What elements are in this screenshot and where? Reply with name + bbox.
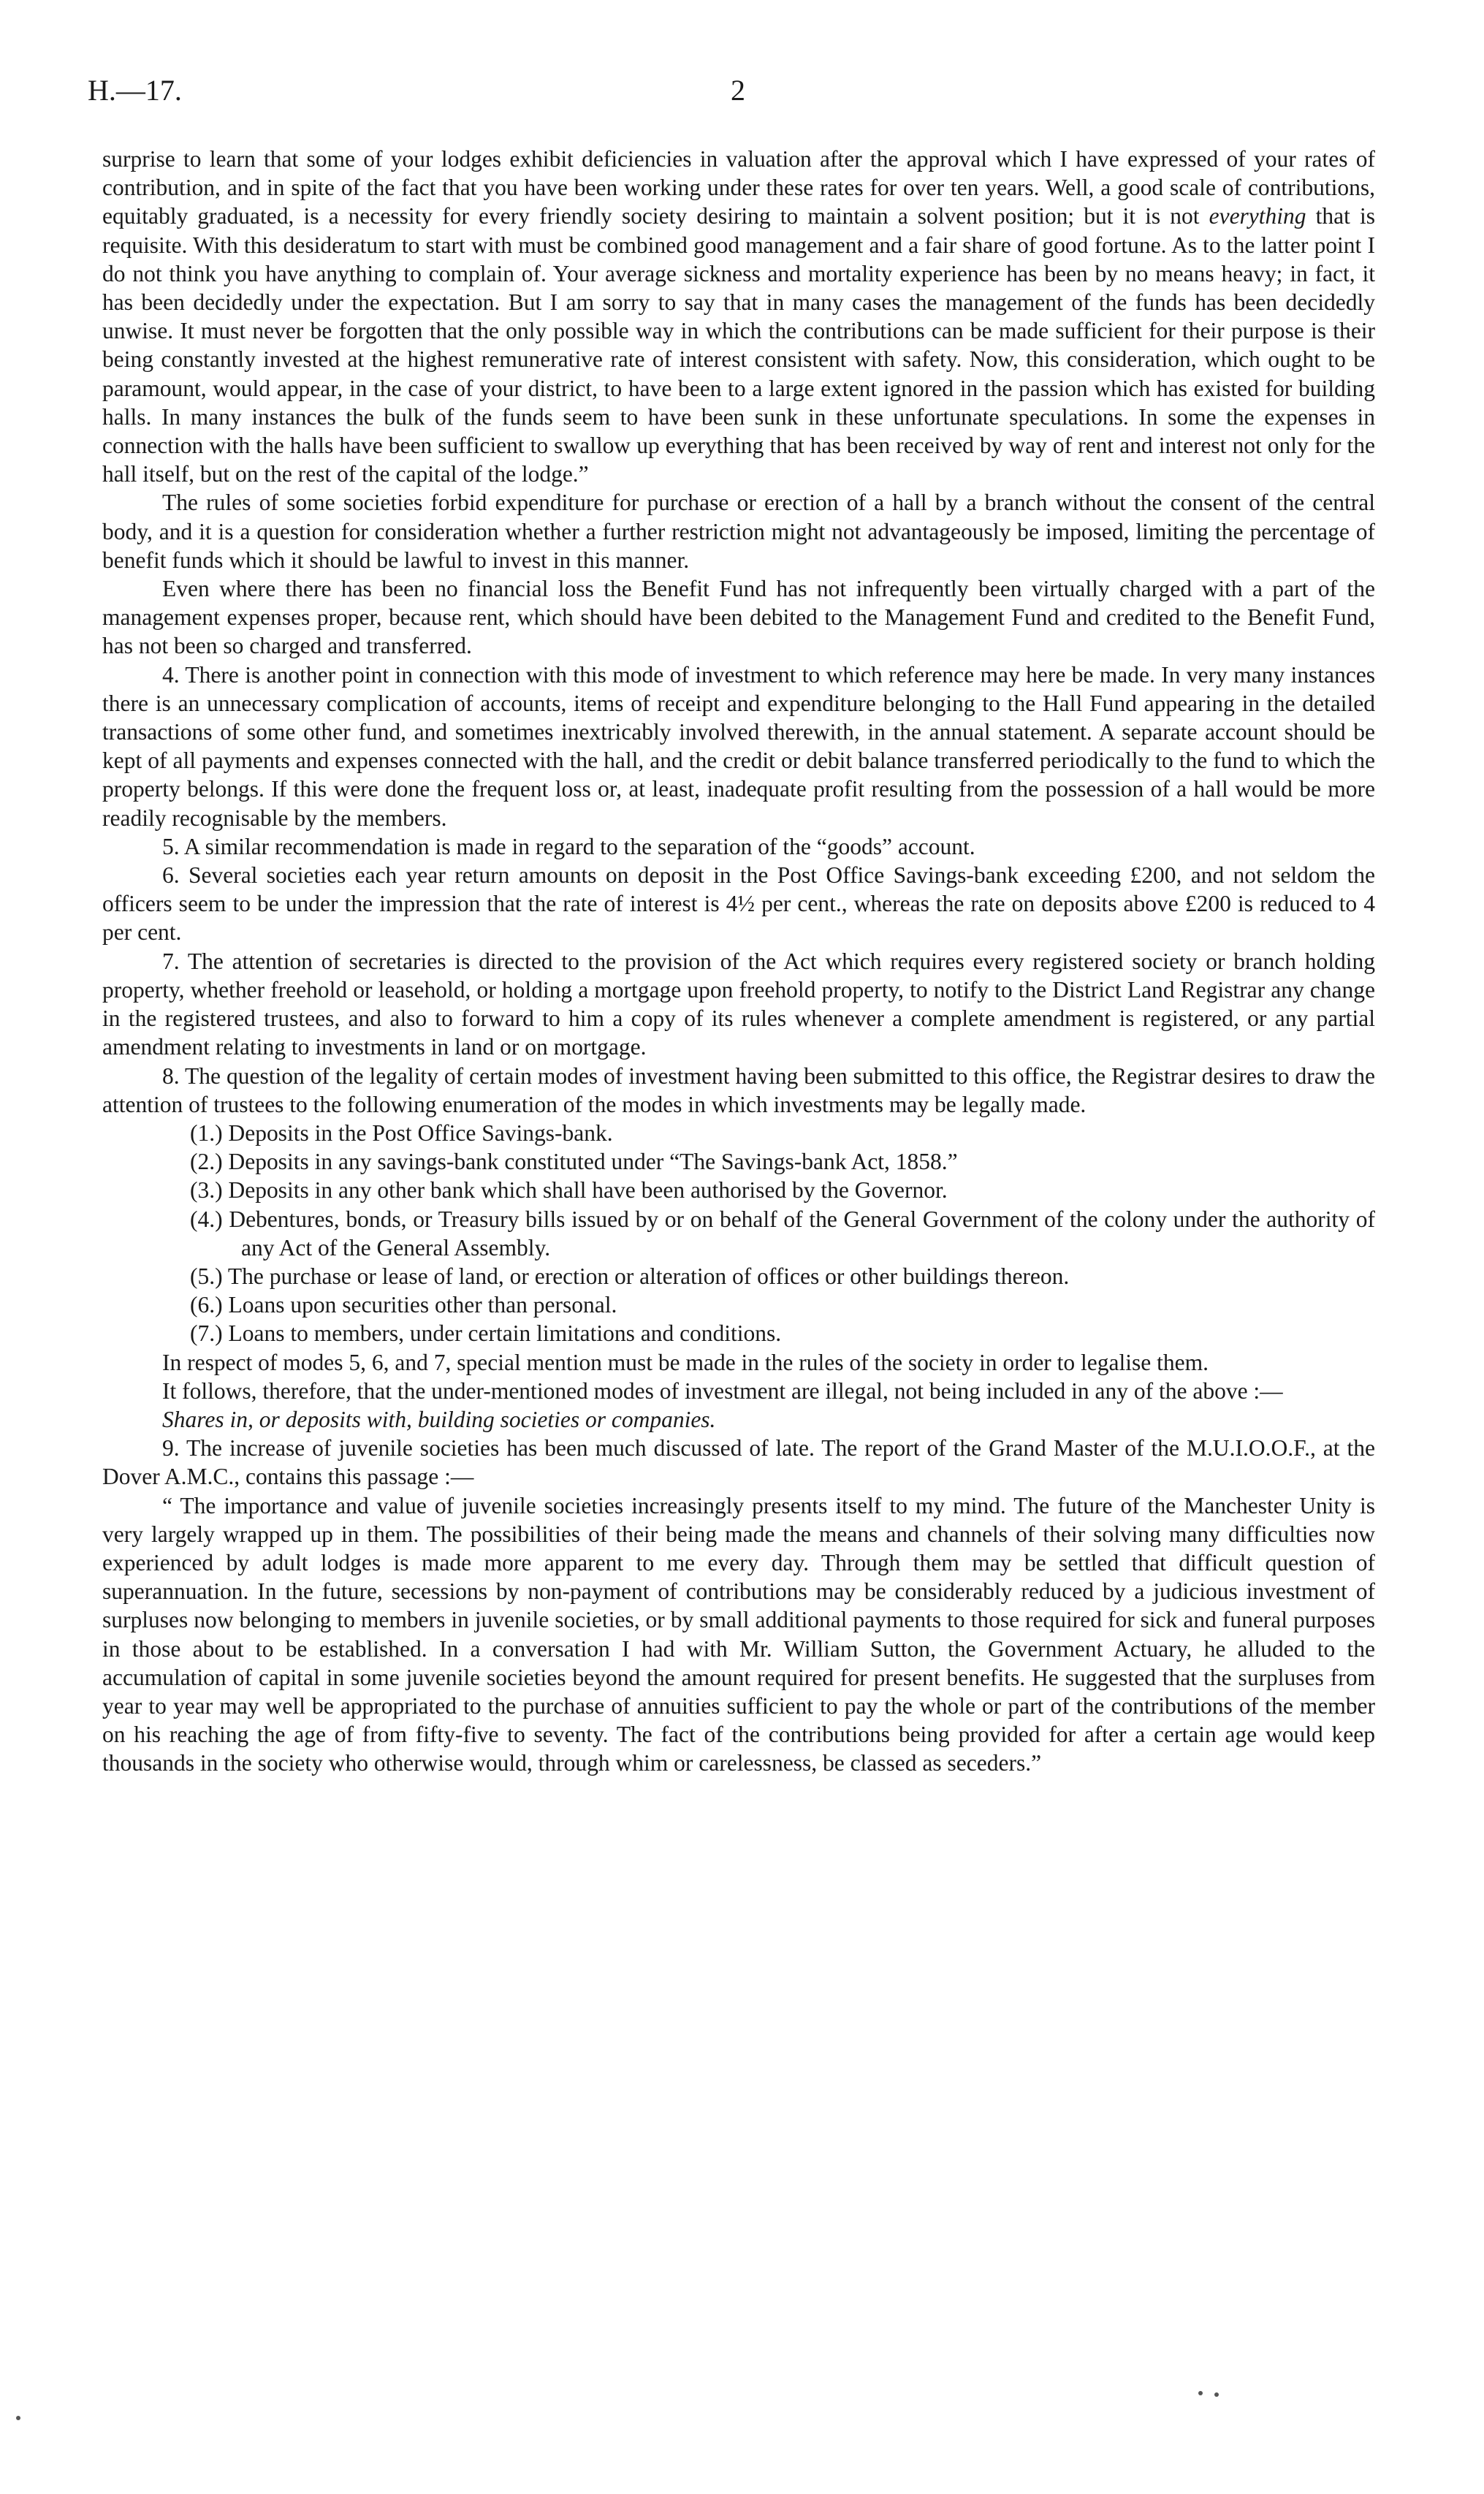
list-item: (2.) Deposits in any savings-bank constituted under “The Savings-bank Act, 1858.” bbox=[190, 1149, 958, 1175]
paragraph-section-9: 9. The increase of juvenile societies has been much discussed of late. The report of the Grand Master of the M.U.I.O.O.F., at the Dover A.M.C., contains this passage :— bbox=[102, 1435, 1375, 1490]
page-body bbox=[102, 145, 1375, 1778]
document-reference: H.—17. bbox=[88, 74, 182, 107]
paragraph-section-4: 4. There is another point in connection with this mode of investment to which reference may here be made. In very many instances there is an unnecessary complication of accounts, items of receipt and expenditure belonging to the Hall Fund appearing in the detailed transactions of some other fund, and sometimes inextricably involved therewith, in the annual statement. A separate account should be kept of all payments and expenses connected with the hall, and the credit or debit balance transferred periodically to the fund to which the property belongs. If this were done the frequent loss or, at least, inadequate profit resulting from the possession of a hall would be more readily recognisable by the members. bbox=[102, 661, 1375, 831]
paragraph-grand-master-quote: “ The importance and value of juvenile societies increasingly presents itself to my mind. The future of the Manchester Unity is very largely wrapped up in them. The possibilities of their being made the means and channels of their solving many difficulties now experienced by adult lodges is made more apparent to me every day. Through them may be settled that difficult question of superannuation. In the future, secessions by non-payment of contributions may be considerably reduced by a judicious investment of surpluses now belonging to members in juvenile societies, or by small additional payments to those required for sick and funeral purposes in those about to be established. In a conversation I had with Mr. William Sutton, the Government Actuary, he alluded to the accumulation of capital in some juvenile societies beyond the amount required for present benefits. He suggested that the surpluses from year to year may well be appropriated to the purchase of annuities sufficient to pay the whole or part of the contributions of the member on his reaching the age of from fifty-five to seventy. The fact of the contributions being provided for after a certain age would keep thousands in the society who otherwise would, through whim or carelessness, be classed as seceders.” bbox=[102, 1492, 1375, 1776]
list-item: (1.) Deposits in the Post Office Savings-bank. bbox=[190, 1119, 613, 1146]
list-item: (3.) Deposits in any other bank which shall have been authorised by the Governor. bbox=[190, 1177, 948, 1204]
paragraph-benefit-fund: Even where there has been no financial loss the Benefit Fund has not infrequently been virtually charged with a part of the management expenses proper, because rent, which should have been debited to the Management Fund and credited to the Benefit Fund, has not been so charged and transferred. bbox=[102, 576, 1375, 659]
paragraph-special-mention: In respect of modes 5, 6, and 7, special mention must be made in the rules of the society in order to legalise them. bbox=[162, 1349, 1209, 1375]
list-item: (4.) Debentures, bonds, or Treasury bills issued by or on behalf of the General Government of the colony under the authority of any Act of the General Assembly. bbox=[190, 1206, 1375, 1261]
investment-modes-list bbox=[102, 1119, 1375, 1348]
paragraph-section-6: 6. Several societies each year return amounts on deposit in the Post Office Savings-bank exceeding £200, and not seldom the officers seem to be under the impression that the rate of interest is 4½ per cent., whereas the rate on deposits above £200 is reduced to 4 per cent. bbox=[102, 862, 1375, 946]
paragraph-hall-rules: The rules of some societies forbid expenditure for purchase or erection of a hall by a branch without the consent of the central body, and it is a question for consideration whether a further restriction might not advantageously be imposed, limiting the percentage of benefit funds which it should be lawful to invest in this manner. bbox=[102, 490, 1375, 573]
paragraph-section-8: 8. The question of the legality of certain modes of investment having been submitted to this office, the Registrar desires to draw the attention of trustees to the following enumeration of the modes in which investments may be legally made. bbox=[102, 1062, 1375, 1117]
list-item: (6.) Loans upon securities other than personal. bbox=[190, 1292, 617, 1318]
list-item: (7.) Loans to members, under certain limitations and conditions. bbox=[190, 1320, 782, 1347]
illegal-modes-text: Shares in, or deposits with, building societies or companies. bbox=[162, 1406, 716, 1432]
page-header bbox=[88, 73, 1396, 117]
list-item: (5.) The purchase or lease of land, or erection or alteration of offices or other buildings thereon. bbox=[190, 1263, 1070, 1289]
paragraph-quote-continuation: surprise to learn that some of your lodges exhibit deficiencies in valuation after the approval which I have expressed of your rates of contribution, and in spite of the fact that you have been working under these rates for over ten years. Well, a good scale of contributions, equitably graduated, is a necessity for every friendly society desiring to maintain a solvent position; but it is not everything that is requisite. With this desideratum to start with must be combined good management and a fair share of good fortune. As to the latter point I do not think you have anything to complain of. Your average sickness and mortality experience has been by no means heavy; in fact, it has been decidedly under the expectation. But I am sorry to say that in many cases the management of the funds has been decidedly unwise. It must never be forgotten that the only possible way in which the contributions can be made sufficient for their purpose is their being constantly invested at the highest remunerative rate of interest consistent with safety. Now, this consideration, which ought to be paramount, would appear, in the case of your district, to have been to a large extent ignored in the passion which has existed for building halls. In many instances the bulk of the funds seem to have been sunk in these unfortunate speculations. In some the expenses in connection with the halls have been sufficient to swallow up everything that has been received by way of rent and interest not only for the hall itself, but on the rest of the capital of the lodge.” bbox=[102, 146, 1375, 487]
scan-speck bbox=[1214, 2392, 1219, 2397]
scan-speck bbox=[16, 2416, 20, 2420]
scan-speck bbox=[1198, 2391, 1203, 2395]
paragraph-section-5: 5. A similar recommendation is made in regard to the separation of the “goods” account. bbox=[162, 833, 975, 859]
paragraph-section-7: 7. The attention of secretaries is directed to the provision of the Act which requires every registered society or branch holding property, whether freehold or leasehold, or holding a mortgage upon freehold property, to notify to the District Land Registrar any change in the registered trustees, and also to forward to him a copy of its rules whenever a complete amendment is registered, or any partial amendment relating to investments in land or on mortgage. bbox=[102, 948, 1375, 1060]
page-number: 2 bbox=[731, 74, 745, 107]
paragraph-illegal-modes: It follows, therefore, that the under-mentioned modes of investment are illegal, not being included in any of the above :— bbox=[162, 1377, 1283, 1404]
